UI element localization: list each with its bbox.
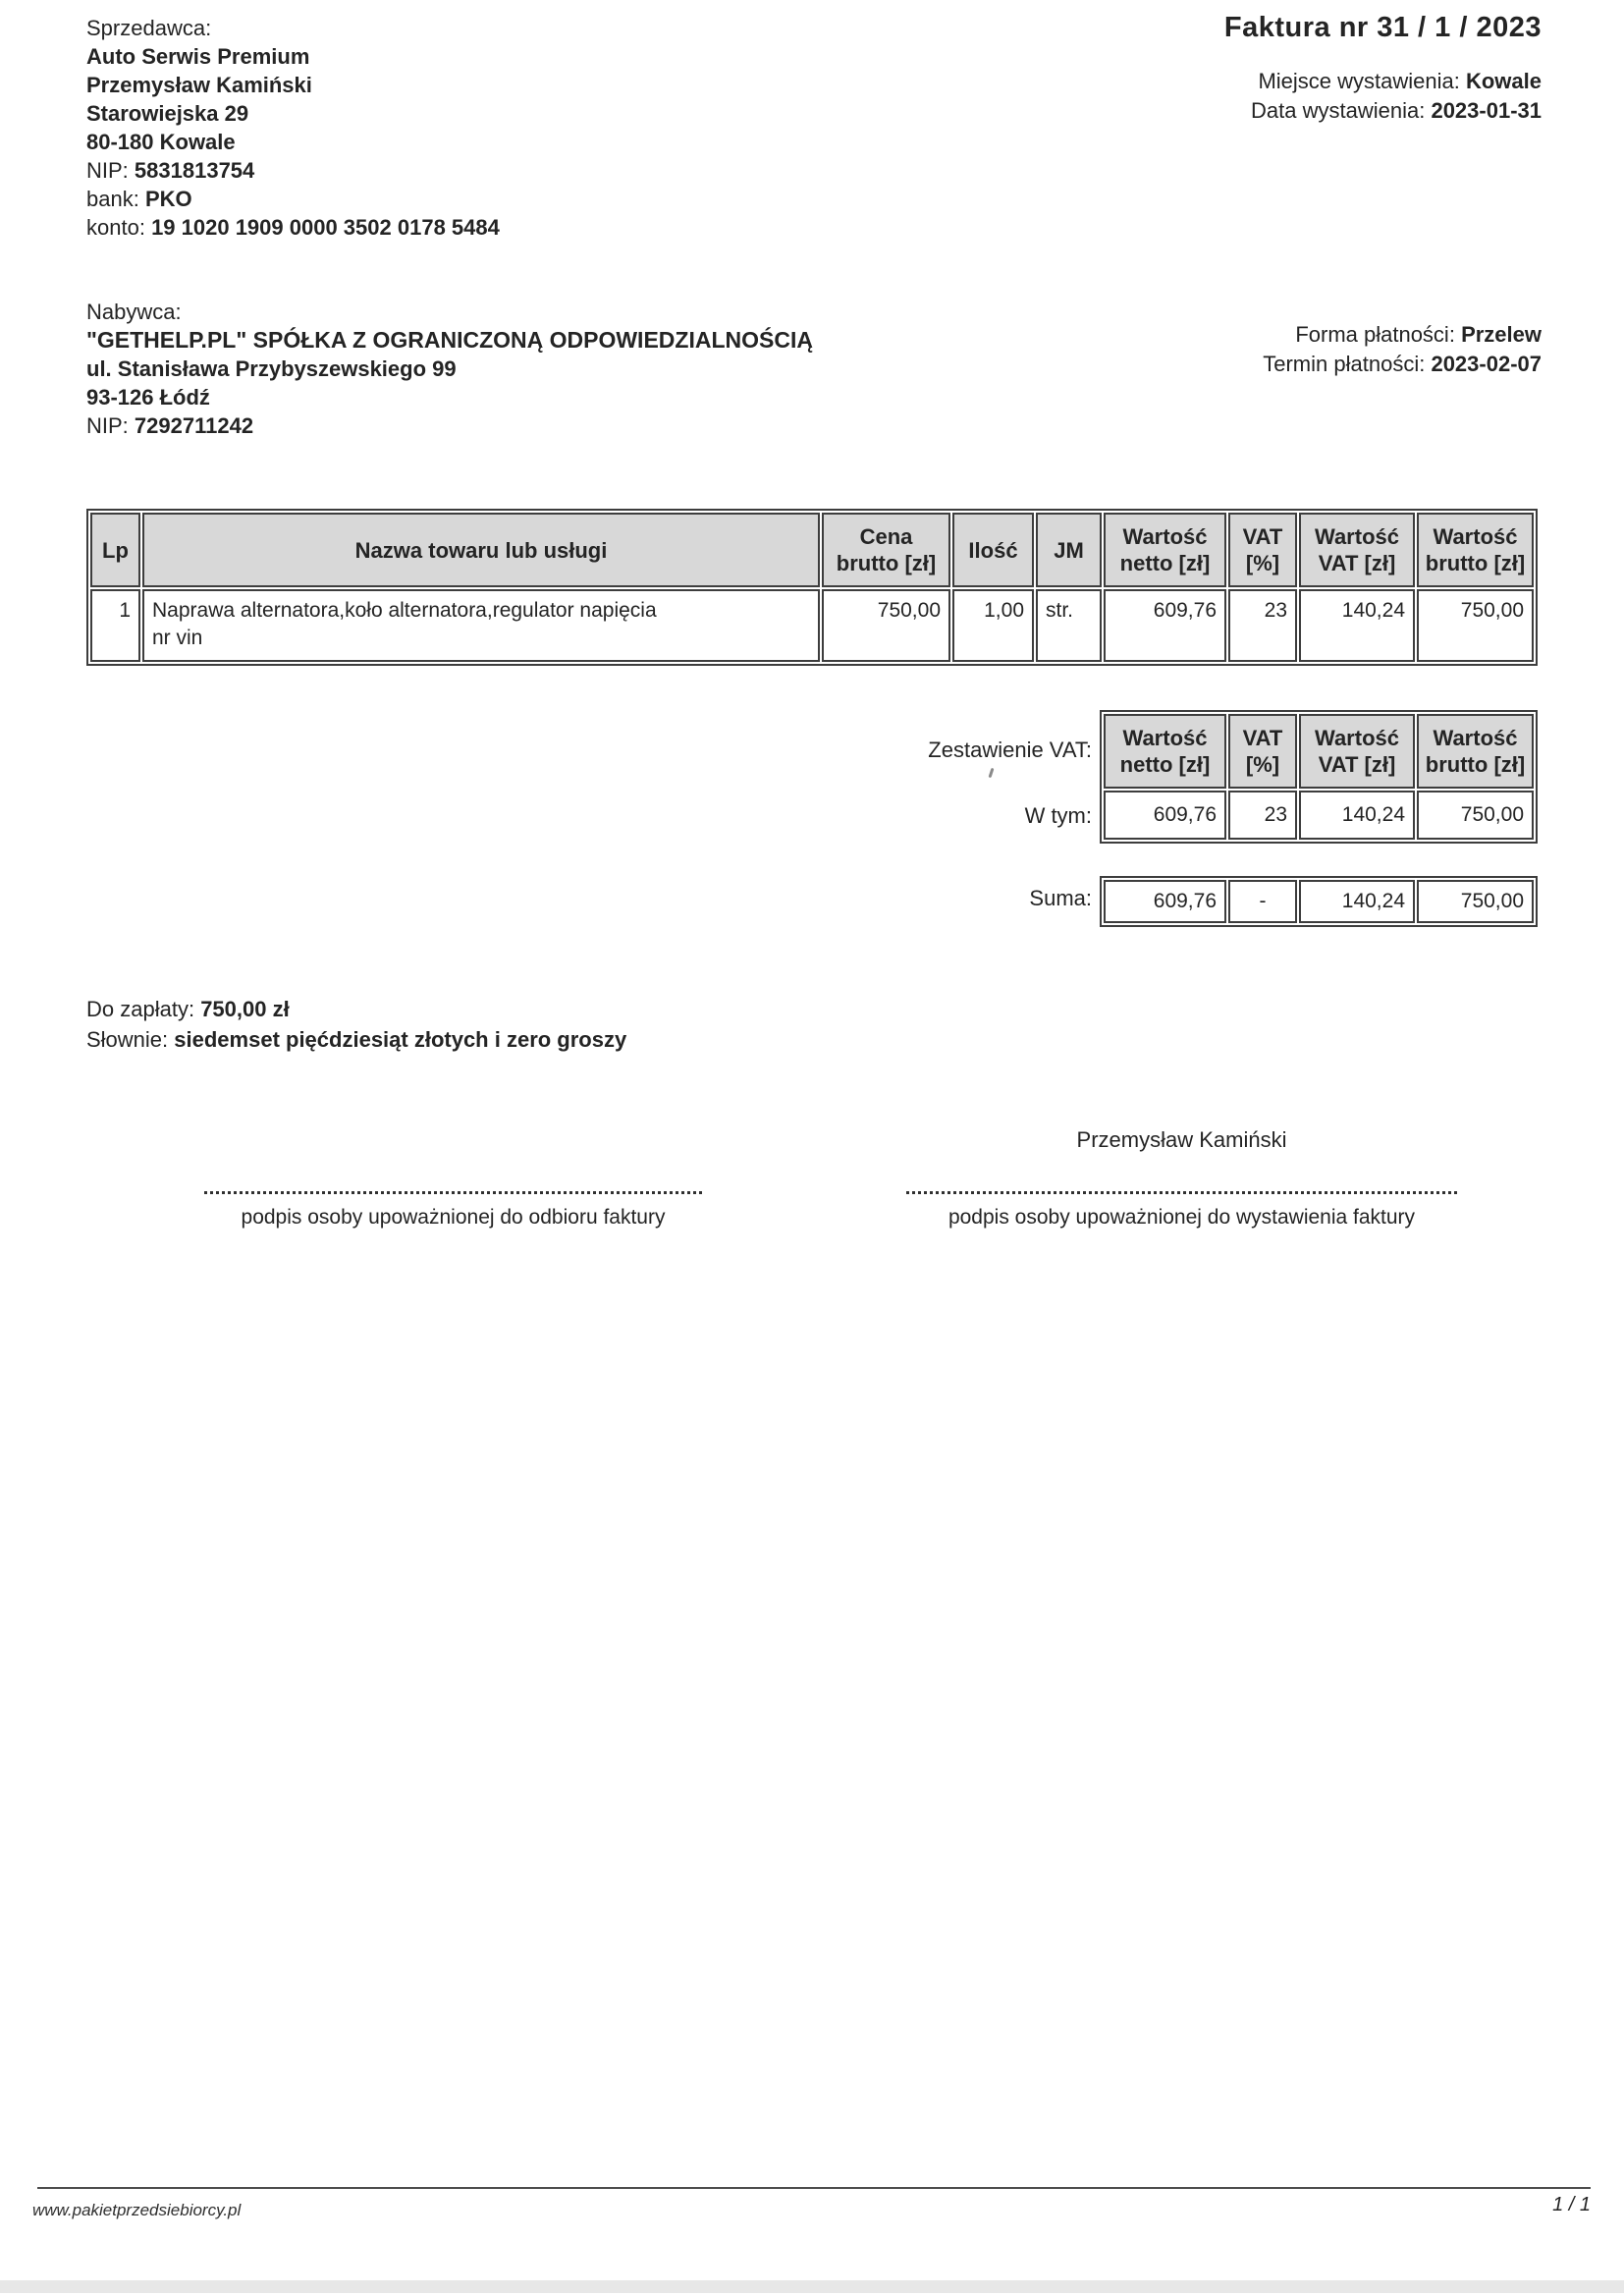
vat-col-rate: [1228, 714, 1297, 789]
amount-due-line: [86, 994, 626, 1024]
issue-date-line: [844, 96, 1542, 126]
payment-due-line: [844, 350, 1542, 379]
col-header-gross: [1417, 513, 1534, 587]
item-description-line1: Naprawa alternatora,koło alternatora,regulator napięcia: [152, 599, 657, 622]
vat-col-rate-line1: VAT: [1242, 726, 1283, 750]
seller-nip-line: [86, 156, 500, 185]
col-header-net: [1104, 513, 1226, 587]
item-gross: 750,00: [1417, 589, 1534, 662]
seller-block: [86, 14, 500, 242]
col-header-net-line2: netto [zł]: [1119, 551, 1211, 575]
vat-total-label: Suma:: [1029, 886, 1092, 910]
vat-total-gross: 750,00: [1417, 880, 1534, 923]
issuer-signature-name: Przemysław Kamiński: [1076, 1127, 1287, 1152]
seller-owner-name: Przemysław Kamiński: [86, 73, 312, 97]
col-header-name: Nazwa towaru lub usługi: [142, 513, 820, 587]
signature-caption-receiver: podpis osoby upoważnionej do odbioru faktury: [241, 1206, 666, 1229]
buyer-nip-value: 7292711242: [134, 413, 254, 438]
item-vat: 23: [1228, 589, 1297, 662]
vat-in-that-rate: 23: [1228, 791, 1297, 840]
seller-company-name: Auto Serwis Premium: [86, 44, 310, 69]
seller-account-label: konto:: [86, 215, 145, 240]
col-header-unit: JM: [1036, 513, 1102, 587]
item-unit: str.: [1036, 589, 1102, 662]
payment-form-value: Przelew: [1461, 322, 1542, 347]
vat-summary-label: Zestawienie VAT:: [928, 738, 1092, 762]
col-header-vat-line1: VAT: [1242, 524, 1283, 549]
payment-block: [844, 320, 1542, 379]
vat-total-net: 609,76: [1104, 880, 1226, 923]
issue-place-value: Kowale: [1465, 69, 1542, 93]
col-header-vat-line2: [%]: [1245, 551, 1280, 575]
vat-col-gross-line1: Wartość: [1433, 726, 1518, 750]
col-header-gross-price-line2: brutto [zł]: [836, 551, 937, 575]
vat-col-net-line1: Wartość: [1122, 726, 1208, 750]
vat-in-that-row: [1104, 791, 1534, 840]
signature-caption-issuer: podpis osoby upoważnionej do wystawienia faktury: [947, 1206, 1416, 1229]
buyer-company-name: "GETHELP.PL" SPÓŁKA Z OGRANICZONĄ ODPOWIEDZIALNOŚCIĄ: [86, 327, 813, 353]
col-header-lp: Lp: [90, 513, 140, 587]
vat-in-that-amount: 140,24: [1299, 791, 1415, 840]
vat-col-net-line2: netto [zł]: [1119, 752, 1211, 777]
col-header-vat-amount: [1299, 513, 1415, 587]
vat-total-rate: -: [1228, 880, 1297, 923]
item-net: 609,76: [1104, 589, 1226, 662]
amount-words-value: siedemset pięćdziesiąt złotych i zero groszy: [174, 1027, 627, 1052]
amount-words-line: [86, 1024, 626, 1055]
col-header-gross-line1: Wartość: [1433, 524, 1518, 549]
buyer-city: 93-126 Łódź: [86, 385, 210, 410]
item-lp: 1: [90, 589, 140, 662]
col-header-vat-amount-line2: VAT [zł]: [1318, 551, 1396, 575]
seller-city: 80-180 Kowale: [86, 130, 236, 154]
vat-total-table: [1100, 876, 1538, 927]
vat-in-that-label: W tym:: [1024, 803, 1092, 828]
vat-in-that-gross: 750,00: [1417, 791, 1534, 840]
signature-line-issuer: [906, 1191, 1457, 1194]
totals-block: [86, 994, 626, 1055]
vat-summary-table: [1100, 710, 1538, 844]
amount-due-value: 750,00 zł: [200, 997, 290, 1021]
payment-form-label: Forma płatności:: [1295, 322, 1455, 347]
amount-due-label: Do zapłaty:: [86, 997, 195, 1021]
buyer-street: ul. Stanisława Przybyszewskiego 99: [86, 356, 457, 381]
seller-nip-label: NIP:: [86, 158, 129, 183]
seller-bank-label: bank:: [86, 187, 139, 211]
item-description-line2: nr vin: [152, 627, 203, 649]
issue-place-line: [844, 67, 1542, 96]
footer-page-indicator: 1 / 1: [1552, 2194, 1591, 2215]
seller-bank-value: PKO: [144, 187, 192, 211]
seller-nip-value: 5831813754: [134, 158, 255, 183]
item-gross-price: 750,00: [822, 589, 950, 662]
seller-label: Sprzedawca:: [86, 16, 212, 40]
col-header-qty: Ilość: [952, 513, 1034, 587]
item-qty: 1,00: [952, 589, 1034, 662]
vat-col-rate-line2: [%]: [1245, 752, 1280, 777]
vat-total-amount: 140,24: [1299, 880, 1415, 923]
invoice-title: Faktura nr 31 / 1 / 2023: [1223, 12, 1542, 43]
vat-col-amount-line1: Wartość: [1315, 726, 1399, 750]
col-header-gross-line2: brutto [zł]: [1425, 551, 1526, 575]
issue-date-value: 2023-01-31: [1431, 98, 1542, 123]
payment-due-value: 2023-02-07: [1431, 352, 1542, 376]
vat-col-gross-line2: brutto [zł]: [1425, 752, 1526, 777]
payment-due-label: Termin płatności:: [1263, 352, 1426, 376]
amount-words-label: Słownie:: [86, 1027, 169, 1052]
seller-street: Starowiejska 29: [86, 101, 249, 126]
buyer-label: Nabywca:: [86, 300, 182, 324]
vat-col-net: [1104, 714, 1226, 789]
buyer-nip-label: NIP:: [86, 413, 129, 438]
col-header-gross-price-line1: Cena: [859, 524, 913, 549]
vat-summary-header-row: [1104, 714, 1534, 789]
vat-in-that-net: 609,76: [1104, 791, 1226, 840]
payment-form-line: [844, 320, 1542, 350]
col-header-vat: [1228, 513, 1297, 587]
issue-place-label: Miejsce wystawienia:: [1258, 69, 1460, 93]
scan-edge-band: [0, 2280, 1624, 2293]
vat-total-row: [1104, 880, 1534, 923]
seller-account-value: 19 1020 1909 0000 3502 0178 5484: [151, 215, 500, 240]
scan-speck: [989, 768, 995, 778]
signature-line-receiver: [204, 1191, 702, 1194]
vat-col-amount: [1299, 714, 1415, 789]
issue-info-block: [844, 67, 1542, 126]
items-table: [86, 509, 1538, 666]
vat-col-gross: [1417, 714, 1534, 789]
footer-website: www.pakietprzedsiebiorcy.pl: [32, 2201, 242, 2219]
items-header-row: [90, 513, 1534, 587]
issue-date-label: Data wystawienia:: [1251, 98, 1426, 123]
item-row: [90, 589, 1534, 662]
footer-divider: [37, 2187, 1591, 2189]
vat-col-amount-line2: VAT [zł]: [1318, 752, 1396, 777]
buyer-block: [86, 298, 813, 440]
col-header-gross-price: [822, 513, 950, 587]
seller-bank-line: [86, 185, 500, 213]
item-description: [142, 589, 820, 662]
col-header-net-line1: Wartość: [1122, 524, 1208, 549]
buyer-nip-line: [86, 411, 813, 440]
col-header-vat-amount-line1: Wartość: [1315, 524, 1399, 549]
item-vat-amount: 140,24: [1299, 589, 1415, 662]
seller-account-line: [86, 213, 500, 242]
